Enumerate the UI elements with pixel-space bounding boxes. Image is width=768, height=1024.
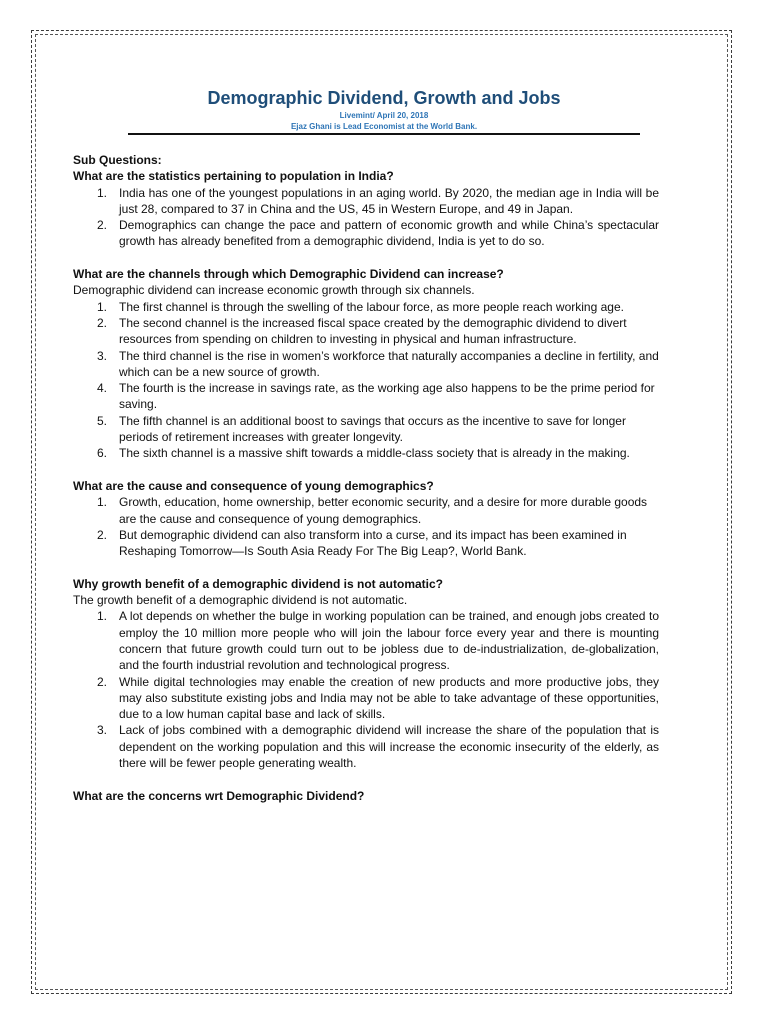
section-question: Why growth benefit of a demographic dividend is not automatic? bbox=[73, 576, 444, 591]
list-item-text: The first channel is through the swelling of the labour force, as more people reach working age. bbox=[119, 299, 624, 314]
list-item-text: The third channel is the rise in women’s workforce that naturally accompanies a decline in fertility, and which can be a new source of growth. bbox=[119, 348, 659, 379]
section-question: What are the channels through which Demographic Dividend can increase? bbox=[73, 267, 504, 282]
list-item bbox=[73, 413, 659, 446]
list-item bbox=[73, 722, 659, 771]
list-item bbox=[73, 380, 659, 413]
sub-questions-label: Sub Questions: bbox=[73, 153, 162, 167]
numbered-list bbox=[73, 608, 659, 771]
list-number: 2. bbox=[97, 674, 108, 689]
numbered-list bbox=[73, 299, 659, 462]
section-intro: Demographic dividend can increase economic growth through six channels. bbox=[73, 283, 475, 298]
header-divider bbox=[128, 133, 640, 135]
list-item-text: Lack of jobs combined with a demographic dividend will increase the share of the population that is dependent on the working population and this will increase the economic insecurity of the elderly, as there will be fewer people generating wealth. bbox=[119, 723, 659, 770]
list-item bbox=[73, 315, 659, 348]
list-number: 1. bbox=[97, 299, 108, 314]
list-item bbox=[73, 494, 659, 527]
section-question: What are the cause and consequence of young demographics? bbox=[73, 478, 434, 493]
list-item-text: The fourth is the increase in savings rate, as the working age also happens to be the prime period for saving. bbox=[119, 381, 655, 412]
list-number: 3. bbox=[97, 348, 108, 363]
list-item-text: The fifth channel is an additional boost to savings that occurs as the incentive to save for longer periods of retirement increases with greater longevity. bbox=[119, 413, 626, 445]
list-item bbox=[73, 608, 659, 673]
author-line: Ejaz Ghani is Lead Economist at the World Bank. bbox=[290, 122, 478, 131]
list-number: 2. bbox=[97, 218, 108, 233]
list-item bbox=[73, 348, 659, 381]
list-item-text: Growth, education, home ownership, better economic security, and a desire for more durable goods are the cause and consequence of young demographics. bbox=[119, 495, 648, 526]
list-number: 4. bbox=[97, 381, 108, 396]
numbered-list bbox=[73, 494, 659, 559]
list-item-text: A lot depends on whether the bulge in working population can be trained, and enough jobs created to employ the 10 million more people who will join the labour force every year and there is mounting concern that future growth could turn out to be jobless due to de-industrialization, de-globalization, and the fourth industrial revolution and technological progress. bbox=[119, 609, 659, 673]
list-item-text: The sixth channel is a massive shift towards a middle-class society that is already in the making. bbox=[119, 446, 630, 461]
list-number: 2. bbox=[97, 527, 108, 542]
list-number: 3. bbox=[97, 723, 108, 738]
numbered-list bbox=[73, 185, 659, 250]
list-item bbox=[73, 185, 659, 218]
source-line: Livemint/ April 20, 2018 bbox=[339, 111, 429, 120]
list-item-text: Demographics can change the pace and pattern of economic growth and while China’s spectacular growth has already benefited from a demographic dividend, India is yet to do so. bbox=[119, 218, 659, 249]
list-item bbox=[73, 527, 659, 560]
list-item bbox=[73, 299, 659, 315]
document-body bbox=[73, 152, 659, 804]
list-item-text: While digital technologies may enable the creation of new products and more productive jobs, they may also substitute existing jobs and India may not be able to take advantage of these opportunities, due to a low human capital base and lack of skills. bbox=[119, 674, 659, 722]
list-item bbox=[73, 445, 659, 461]
list-number: 1. bbox=[97, 185, 108, 200]
list-number: 6. bbox=[97, 446, 108, 461]
list-item bbox=[73, 217, 659, 250]
list-item bbox=[73, 674, 659, 723]
list-number: 5. bbox=[97, 413, 108, 428]
list-number: 1. bbox=[97, 495, 108, 510]
list-number: 2. bbox=[97, 315, 108, 330]
list-number: 1. bbox=[97, 609, 108, 624]
document-header bbox=[0, 86, 768, 132]
list-item-text: But demographic dividend can also transform into a curse, and its impact has been examined in Reshaping Tomorrow—Is South Asia Ready For The Big Leap?, World Bank. bbox=[119, 527, 627, 559]
section-question: What are the concerns wrt Demographic Dividend? bbox=[73, 788, 365, 803]
list-item-text: India has one of the youngest populations in an aging world. By 2020, the median age in India will be just 28, compared to 37 in China and the US, 45 in Western Europe, and 49 in Japan. bbox=[119, 185, 659, 216]
list-item-text: The second channel is the increased fiscal space created by the demographic dividend to divert resources from spending on children to investing in physical and human infrastructure. bbox=[119, 315, 627, 347]
document-title: Demographic Dividend, Growth and Jobs bbox=[207, 88, 561, 108]
section-intro: The growth benefit of a demographic dividend is not automatic. bbox=[73, 593, 408, 608]
section-question: What are the statistics pertaining to population in India? bbox=[73, 169, 394, 184]
